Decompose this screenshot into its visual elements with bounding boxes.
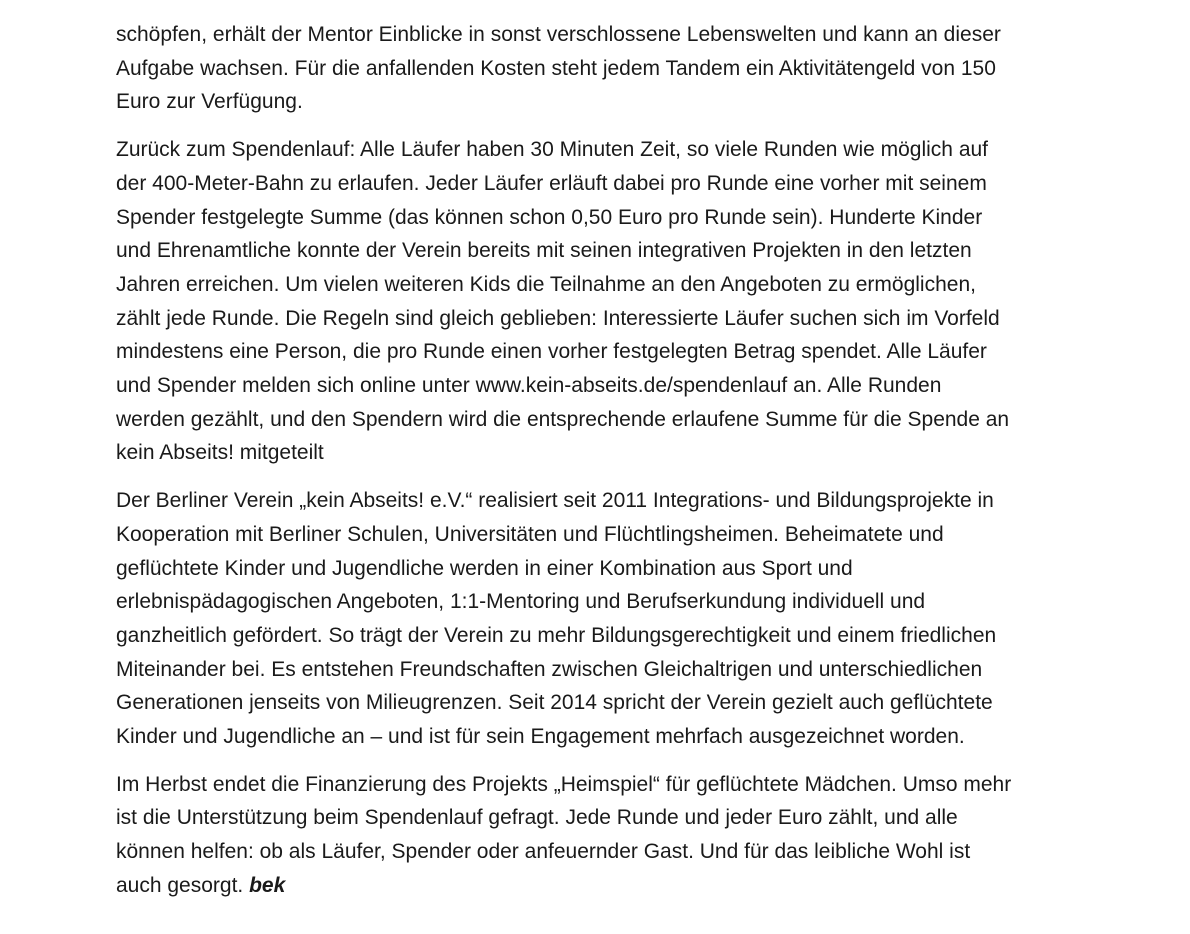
paragraph-mentoring: schöpfen, erhält der Mentor Einblicke in sonst verschlossene Lebenswelten und kann an dieser Aufgabe wachsen. Für die anfallenden Kosten steht jedem Tandem ein Aktivitätengeld von 150 Euro zur Verfügung. [116, 23, 1001, 114]
paragraph-heimspiel-text: Im Herbst endet die Finanzierung des Projekts „Heimspiel“ für geflüchtete Mädchen. Umso mehr ist die Unterstützung beim Spendenlauf gefragt. Jede Runde und jeder Euro zählt, und alle können helfen: ob als Läufer, Spender oder anfeuernder Gast. Und für das leibliche Wohl ist auch gesorgt. [116, 772, 1012, 897]
paragraph-spendenlauf: Zurück zum Spendenlauf: Alle Läufer haben 30 Minuten Zeit, so viele Runden wie möglich auf der 400-Meter-Bahn zu erlaufen. Jeder Läufer erläuft dabei pro Runde eine vorher mit seinem Spender festgelegte Summe (das können schon 0,50 Euro pro Runde sein). Hunderte Kinder und Ehrenamtliche konnte der Verein bereits mit seinen integrativen Projekten in den letzten Jahren erreichen. Um vielen weiteren Kids die Teilnahme an den Angeboten zu ermöglichen, zählt jede Runde. Die Regeln sind gleich geblieben: Interessierte Läufer suchen sich im Vorfeld mindestens eine Person, die pro Runde einen vorher festgelegten Betrag spendet. Alle Läufer und Spender melden sich online unter www.kein-abseits.de/spendenlauf an. Alle Runden werden gezählt, und den Spendern wird die entsprechende erlaufene Summe für die Spende an kein Abseits! mitgeteilt [116, 138, 1010, 465]
paragraph-heimspiel [116, 768, 1078, 903]
article-body [116, 18, 1078, 917]
paragraph-verein: Der Berliner Verein „kein Abseits! e.V.“ realisiert seit 2011 Integrations- und Bildungsprojekte in Kooperation mit Berliner Schulen, Universitäten und Flüchtlingsheimen. Beheimatete und geflüchtete Kinder und Jugendliche werden in einer Kombination aus Sport und erlebnispädagogischen Angeboten, 1:1-Mentoring und Berufserkundung individuell und ganzheitlich gefördert. So trägt der Verein zu mehr Bildungsgerechtigkeit und einem friedlichen Miteinander bei. Es entstehen Freundschaften zwischen Gleichaltrigen und unterschiedlichen Generationen jenseits von Milieugrenzen. Seit 2014 spricht der Verein gezielt auch geflüchtete Kinder und Jugendliche an – und ist für sein Engagement mehrfach ausgezeichnet worden. [116, 489, 997, 749]
author-tag: bek [249, 873, 286, 897]
